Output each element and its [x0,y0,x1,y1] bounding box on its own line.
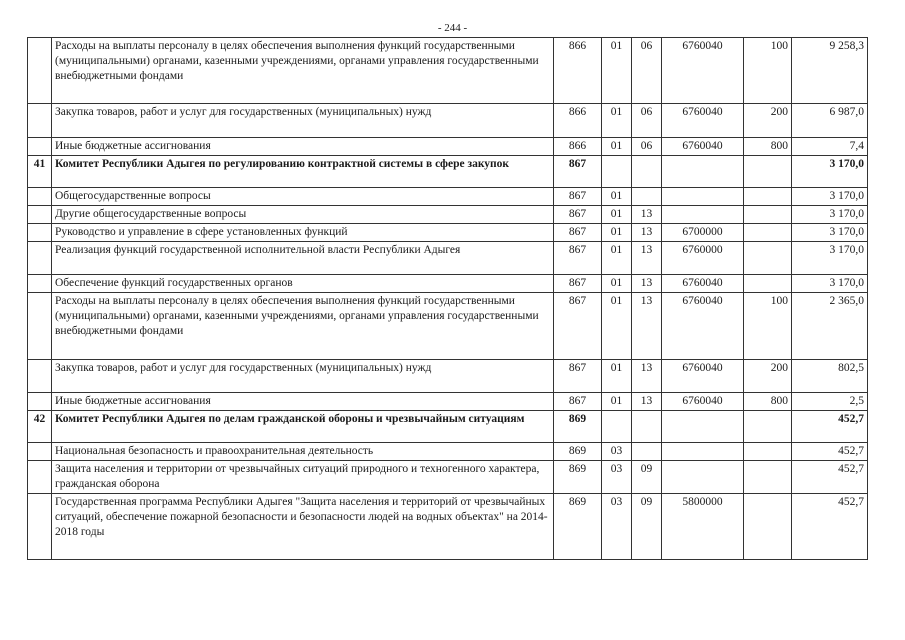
department-code-cell: 867 [554,224,602,242]
row-number-cell [28,38,52,104]
subsection-code-cell: 09 [632,494,662,560]
target-article-code-cell [662,411,744,443]
expense-type-code-cell [744,206,792,224]
table-row [28,38,868,104]
expense-type-code-cell [744,461,792,494]
department-code-cell: 866 [554,138,602,156]
expense-type-code-cell: 200 [744,104,792,138]
item-name-cell: Расходы на выплаты персоналу в целях обеспечения выполнения функций государственными (муниципальными) органами, казенными учреждениями, органами управления государственными внебюджетными фондами [52,293,554,360]
expense-type-code-cell: 800 [744,138,792,156]
item-name-cell: Другие общегосударственные вопросы [52,206,554,224]
table-row [28,206,868,224]
section-code-cell [602,411,632,443]
row-number-cell: 42 [28,411,52,443]
department-code-cell: 869 [554,461,602,494]
section-code-cell: 01 [602,138,632,156]
amount-cell: 9 258,3 [792,38,868,104]
amount-cell: 3 170,0 [792,206,868,224]
subsection-code-cell: 13 [632,206,662,224]
section-code-cell: 01 [602,188,632,206]
amount-cell: 6 987,0 [792,104,868,138]
subsection-code-cell [632,411,662,443]
table-row [28,443,868,461]
amount-cell: 3 170,0 [792,224,868,242]
department-code-cell: 869 [554,494,602,560]
section-code-cell [602,156,632,188]
budget-table [27,37,868,560]
amount-cell: 2,5 [792,393,868,411]
target-article-code-cell: 5800000 [662,494,744,560]
table-row [28,156,868,188]
department-code-cell: 867 [554,188,602,206]
section-code-cell: 03 [602,443,632,461]
expense-type-code-cell: 800 [744,393,792,411]
expense-type-code-cell [744,443,792,461]
table-row [28,275,868,293]
amount-cell: 3 170,0 [792,188,868,206]
department-code-cell: 869 [554,411,602,443]
subsection-code-cell [632,188,662,206]
subsection-code-cell: 13 [632,224,662,242]
target-article-code-cell: 6760040 [662,293,744,360]
page-number: - 244 - [437,22,468,34]
row-number-cell [28,393,52,411]
target-article-code-cell [662,188,744,206]
table-row [28,360,868,393]
section-code-cell: 01 [602,104,632,138]
table-row [28,411,868,443]
item-name-cell: Обеспечение функций государственных органов [52,275,554,293]
expense-type-code-cell [744,188,792,206]
table-row [28,393,868,411]
item-name-cell: Расходы на выплаты персоналу в целях обеспечения выполнения функций государственными (муниципальными) органами, казенными учреждениями, органами управления государственными внебюджетными фондами [52,38,554,104]
item-name-cell: Государственная программа Республики Адыгея "Защита населения и территорий от чрезвычайных ситуаций, обеспечение пожарной безопасности и безопасности людей на водных объектах" на 2014-2018 годы [52,494,554,560]
amount-cell: 802,5 [792,360,868,393]
table-row [28,104,868,138]
row-number-cell [28,275,52,293]
amount-cell: 3 170,0 [792,275,868,293]
section-code-cell: 03 [602,494,632,560]
amount-cell: 452,7 [792,411,868,443]
expense-type-code-cell [744,411,792,443]
item-name-cell: Национальная безопасность и правоохранительная деятельность [52,443,554,461]
expense-type-code-cell [744,156,792,188]
item-name-cell: Иные бюджетные ассигнования [52,393,554,411]
item-name-cell: Комитет Республики Адыгея по регулированию контрактной системы в сфере закупок [52,156,554,188]
department-code-cell: 867 [554,156,602,188]
expense-type-code-cell: 100 [744,293,792,360]
section-code-cell: 01 [602,393,632,411]
expense-type-code-cell: 100 [744,38,792,104]
item-name-cell: Закупка товаров, работ и услуг для государственных (муниципальных) нужд [52,360,554,393]
table-row [28,293,868,360]
department-code-cell: 867 [554,393,602,411]
table-row [28,461,868,494]
target-article-code-cell: 6760040 [662,275,744,293]
subsection-code-cell: 13 [632,393,662,411]
subsection-code-cell: 13 [632,360,662,393]
table-row [28,138,868,156]
target-article-code-cell: 6760040 [662,393,744,411]
amount-cell: 7,4 [792,138,868,156]
department-code-cell: 867 [554,293,602,360]
row-number-cell [28,224,52,242]
row-number-cell [28,293,52,360]
department-code-cell: 867 [554,275,602,293]
target-article-code-cell: 6700000 [662,224,744,242]
amount-cell: 2 365,0 [792,293,868,360]
department-code-cell: 867 [554,242,602,275]
subsection-code-cell: 13 [632,242,662,275]
amount-cell: 452,7 [792,461,868,494]
subsection-code-cell: 09 [632,461,662,494]
row-number-cell: 41 [28,156,52,188]
amount-cell: 452,7 [792,443,868,461]
amount-cell: 3 170,0 [792,242,868,275]
table-row [28,242,868,275]
section-code-cell: 01 [602,206,632,224]
section-code-cell: 01 [602,275,632,293]
target-article-code-cell [662,443,744,461]
item-name-cell: Реализация функций государственной исполнительной власти Республики Адыгея [52,242,554,275]
section-code-cell: 01 [602,242,632,275]
target-article-code-cell: 6760040 [662,138,744,156]
subsection-code-cell: 13 [632,275,662,293]
subsection-code-cell: 13 [632,293,662,360]
expense-type-code-cell [744,494,792,560]
row-number-cell [28,206,52,224]
item-name-cell: Иные бюджетные ассигнования [52,138,554,156]
budget-table-body [28,38,868,560]
row-number-cell [28,104,52,138]
table-row [28,224,868,242]
table-row [28,188,868,206]
section-code-cell: 03 [602,461,632,494]
table-row [28,494,868,560]
expense-type-code-cell [744,242,792,275]
row-number-cell [28,461,52,494]
item-name-cell: Общегосударственные вопросы [52,188,554,206]
subsection-code-cell [632,156,662,188]
department-code-cell: 866 [554,38,602,104]
amount-cell: 452,7 [792,494,868,560]
department-code-cell: 866 [554,104,602,138]
row-number-cell [28,138,52,156]
expense-type-code-cell [744,224,792,242]
section-code-cell: 01 [602,38,632,104]
section-code-cell: 01 [602,293,632,360]
subsection-code-cell: 06 [632,38,662,104]
row-number-cell [28,494,52,560]
department-code-cell: 867 [554,206,602,224]
row-number-cell [28,242,52,275]
target-article-code-cell [662,461,744,494]
subsection-code-cell [632,443,662,461]
item-name-cell: Руководство и управление в сфере установленных функций [52,224,554,242]
amount-cell: 3 170,0 [792,156,868,188]
target-article-code-cell: 6760040 [662,38,744,104]
target-article-code-cell [662,156,744,188]
expense-type-code-cell [744,275,792,293]
row-number-cell [28,188,52,206]
section-code-cell: 01 [602,224,632,242]
subsection-code-cell: 06 [632,104,662,138]
target-article-code-cell: 6760000 [662,242,744,275]
item-name-cell: Защита населения и территории от чрезвычайных ситуаций природного и техногенного характера, гражданская оборона [52,461,554,494]
target-article-code-cell: 6760040 [662,360,744,393]
target-article-code-cell: 6760040 [662,104,744,138]
row-number-cell [28,360,52,393]
section-code-cell: 01 [602,360,632,393]
target-article-code-cell [662,206,744,224]
row-number-cell [28,443,52,461]
item-name-cell: Закупка товаров, работ и услуг для государственных (муниципальных) нужд [52,104,554,138]
item-name-cell: Комитет Республики Адыгея по делам гражданской обороны и чрезвычайным ситуациям [52,411,554,443]
expense-type-code-cell: 200 [744,360,792,393]
department-code-cell: 867 [554,360,602,393]
subsection-code-cell: 06 [632,138,662,156]
department-code-cell: 869 [554,443,602,461]
